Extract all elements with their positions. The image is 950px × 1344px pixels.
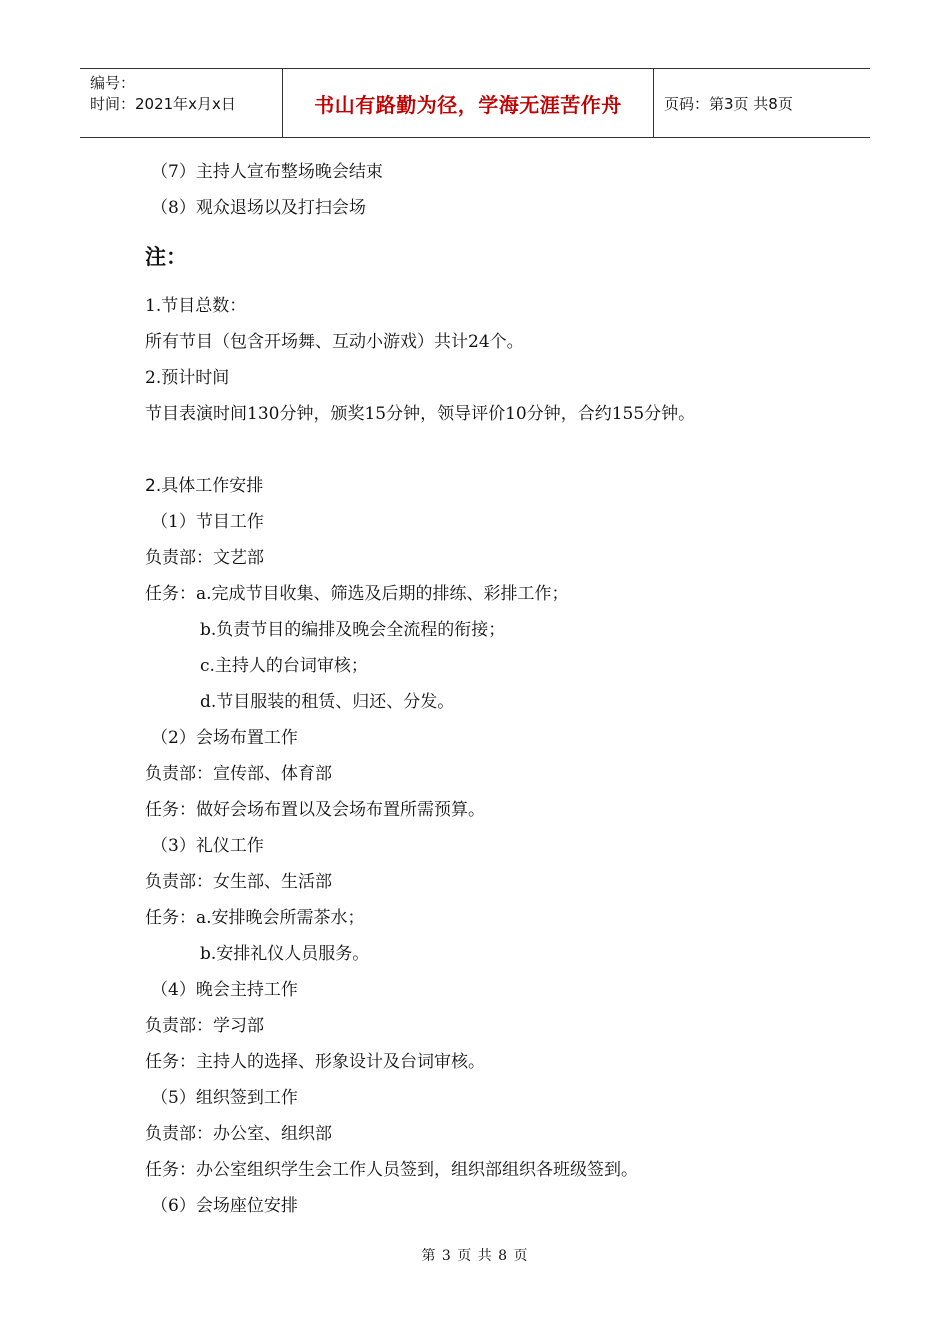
work-1-task-b: b.负责节目的编排及晚会全流程的衔接； xyxy=(200,620,506,640)
work-4-task: 任务：主持人的选择、形象设计及台词审核。 xyxy=(145,1052,485,1072)
work-5-dept: 负责部：办公室、组织部 xyxy=(145,1124,332,1144)
work-4-dept: 负责部：学习部 xyxy=(145,1016,264,1036)
step-7: （7）主持人宣布整场晚会结束 xyxy=(151,162,383,182)
work-5-title: （5）组织签到工作 xyxy=(151,1088,298,1108)
document-body xyxy=(145,154,865,1224)
work-4-title: （4）晚会主持工作 xyxy=(151,980,298,1000)
work-2-dept: 负责部：宣传部、体育部 xyxy=(145,764,332,784)
work-1-title: （1）节目工作 xyxy=(151,512,264,532)
note-item-1-text: 所有节目（包含开场舞、互动小游戏）共计24个。 xyxy=(145,332,524,352)
work-3-dept: 负责部：女生部、生活部 xyxy=(145,872,332,892)
work-2-task: 任务：做好会场布置以及会场布置所需预算。 xyxy=(145,800,485,820)
doc-number-label: 编号： xyxy=(90,74,136,92)
work-3-title: （3）礼仪工作 xyxy=(151,836,264,856)
note-item-2-title: 2.预计时间 xyxy=(145,368,230,388)
header-motto: 书山有路勤为径，学海无涯苦作舟 xyxy=(314,92,622,117)
header-meta xyxy=(80,69,282,137)
note-item-2-text: 节目表演时间130分钟，颁奖15分钟，领导评价10分钟，合约155分钟。 xyxy=(145,404,696,424)
page-header xyxy=(80,68,870,138)
work-3-task-b: b.安排礼仪人员服务。 xyxy=(200,944,370,964)
header-page-info: 页码：第3页 共8页 xyxy=(664,94,793,113)
section-heading: 2.具体工作安排 xyxy=(145,476,264,496)
work-1-task-c: c.主持人的台词审核； xyxy=(200,656,368,676)
work-6-title: （6）会场座位安排 xyxy=(151,1196,298,1216)
work-5-task: 任务：办公室组织学生会工作人员签到，组织部组织各班级签到。 xyxy=(145,1160,638,1180)
step-8: （8）观众退场以及打扫会场 xyxy=(151,198,366,218)
note-heading: 注： xyxy=(145,245,187,269)
work-1-task-a: 任务：a.完成节目收集、筛选及后期的排练、彩排工作； xyxy=(145,584,569,604)
work-2-title: （2）会场布置工作 xyxy=(151,728,298,748)
work-1-dept: 负责部：文艺部 xyxy=(145,548,264,568)
page-footer: 第 3 页 共 8 页 xyxy=(421,1248,529,1264)
work-3-task-a: 任务：a.安排晚会所需茶水； xyxy=(145,908,365,928)
doc-time-label: 时间：2021年x月x日 xyxy=(90,95,236,113)
header-motto-cell xyxy=(282,69,654,137)
spacer xyxy=(145,432,865,468)
work-1-task-d: d.节目服装的租赁、归还、分发。 xyxy=(200,692,455,712)
note-item-1-title: 1.节目总数： xyxy=(145,296,247,316)
